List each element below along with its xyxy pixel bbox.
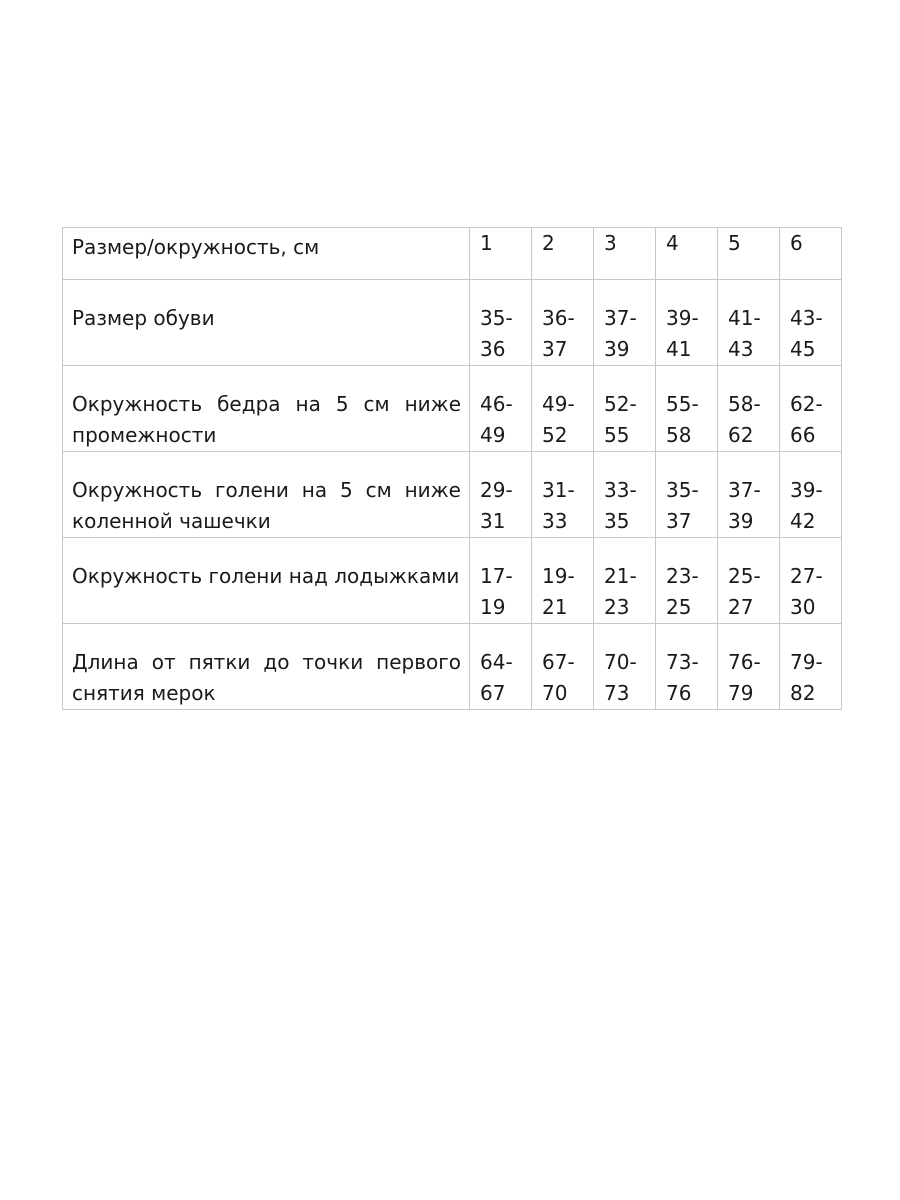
value-range-start: 25- — [728, 564, 761, 588]
value-range-start: 76- — [728, 650, 761, 674]
value-range-start: 21- — [604, 564, 637, 588]
value-cell — [718, 366, 780, 452]
table-row — [63, 538, 842, 624]
value-range-end: 49 — [480, 423, 506, 447]
value-range-end: 73 — [604, 681, 630, 705]
row-label: Окружность бедра на 5 см ниже промежности — [63, 366, 470, 452]
value-range-start: 70- — [604, 650, 637, 674]
value-cell — [532, 624, 594, 710]
value-cell — [470, 624, 532, 710]
value-range-start: 46- — [480, 392, 513, 416]
value-range-start: 49- — [542, 392, 575, 416]
size-header-4: 4 — [656, 228, 718, 280]
value-range-end: 62 — [728, 423, 754, 447]
value-range-end: 37 — [666, 509, 692, 533]
value-range-end: 21 — [542, 595, 568, 619]
value-cell — [718, 280, 780, 366]
size-header-2: 2 — [532, 228, 594, 280]
value-range-start: 62- — [790, 392, 823, 416]
value-range-end: 25 — [666, 595, 692, 619]
size-chart-table — [62, 227, 842, 710]
value-range-start: 39- — [666, 306, 699, 330]
value-cell — [532, 366, 594, 452]
value-range-start: 17- — [480, 564, 513, 588]
value-range-start: 29- — [480, 478, 513, 502]
value-cell — [780, 366, 842, 452]
value-cell — [656, 624, 718, 710]
value-range-start: 31- — [542, 478, 575, 502]
value-cell — [532, 452, 594, 538]
value-range-start: 33- — [604, 478, 637, 502]
value-range-end: 35 — [604, 509, 630, 533]
value-cell — [470, 452, 532, 538]
value-cell — [780, 624, 842, 710]
value-cell — [594, 538, 656, 624]
value-cell — [656, 538, 718, 624]
value-cell — [656, 280, 718, 366]
value-range-start: 37- — [604, 306, 637, 330]
row-label: Длина от пятки до точки первого снятия мерок — [63, 624, 470, 710]
value-range-end: 39 — [604, 337, 630, 361]
value-cell — [532, 280, 594, 366]
value-range-start: 36- — [542, 306, 575, 330]
size-header-6: 6 — [780, 228, 842, 280]
value-cell — [594, 452, 656, 538]
size-header-5: 5 — [718, 228, 780, 280]
value-range-start: 52- — [604, 392, 637, 416]
row-label: Окружность голени над лодыжками — [63, 538, 470, 624]
value-cell — [780, 452, 842, 538]
value-range-start: 58- — [728, 392, 761, 416]
value-range-end: 82 — [790, 681, 816, 705]
value-range-end: 36 — [480, 337, 506, 361]
value-range-end: 79 — [728, 681, 754, 705]
value-cell — [594, 366, 656, 452]
table-row — [63, 366, 842, 452]
value-range-start: 23- — [666, 564, 699, 588]
value-cell — [656, 452, 718, 538]
value-cell — [780, 538, 842, 624]
value-range-end: 66 — [790, 423, 816, 447]
value-cell — [718, 452, 780, 538]
value-range-end: 39 — [728, 509, 754, 533]
value-range-end: 67 — [480, 681, 506, 705]
value-cell — [470, 280, 532, 366]
table-row — [63, 280, 842, 366]
value-range-end: 45 — [790, 337, 816, 361]
value-range-end: 58 — [666, 423, 692, 447]
value-range-start: 27- — [790, 564, 823, 588]
value-cell — [470, 538, 532, 624]
value-range-start: 64- — [480, 650, 513, 674]
value-range-end: 33 — [542, 509, 568, 533]
value-range-start: 19- — [542, 564, 575, 588]
value-range-end: 27 — [728, 595, 754, 619]
value-range-end: 23 — [604, 595, 630, 619]
value-range-start: 35- — [480, 306, 513, 330]
value-cell — [718, 538, 780, 624]
row-label: Размер обуви — [63, 280, 470, 366]
value-range-start: 43- — [790, 306, 823, 330]
value-range-end: 37 — [542, 337, 568, 361]
value-cell — [594, 624, 656, 710]
size-header-1: 1 — [470, 228, 532, 280]
value-range-end: 52 — [542, 423, 568, 447]
value-range-start: 35- — [666, 478, 699, 502]
value-cell — [470, 366, 532, 452]
table-header-row — [63, 228, 842, 280]
value-range-start: 41- — [728, 306, 761, 330]
value-range-end: 30 — [790, 595, 816, 619]
value-range-start: 37- — [728, 478, 761, 502]
value-range-start: 39- — [790, 478, 823, 502]
value-cell — [594, 280, 656, 366]
header-label: Размер/окружность, см — [63, 228, 470, 280]
value-range-end: 43 — [728, 337, 754, 361]
row-label: Окружность голени на 5 см ниже коленной чашечки — [63, 452, 470, 538]
value-range-end: 41 — [666, 337, 692, 361]
table-row — [63, 452, 842, 538]
value-range-start: 67- — [542, 650, 575, 674]
size-header-3: 3 — [594, 228, 656, 280]
value-range-start: 73- — [666, 650, 699, 674]
value-range-start: 55- — [666, 392, 699, 416]
value-cell — [532, 538, 594, 624]
value-range-end: 19 — [480, 595, 506, 619]
value-range-start: 79- — [790, 650, 823, 674]
value-range-end: 31 — [480, 509, 506, 533]
table-row — [63, 624, 842, 710]
value-cell — [718, 624, 780, 710]
value-cell — [656, 366, 718, 452]
value-range-end: 76 — [666, 681, 692, 705]
value-cell — [780, 280, 842, 366]
value-range-end: 42 — [790, 509, 816, 533]
value-range-end: 55 — [604, 423, 630, 447]
value-range-end: 70 — [542, 681, 568, 705]
